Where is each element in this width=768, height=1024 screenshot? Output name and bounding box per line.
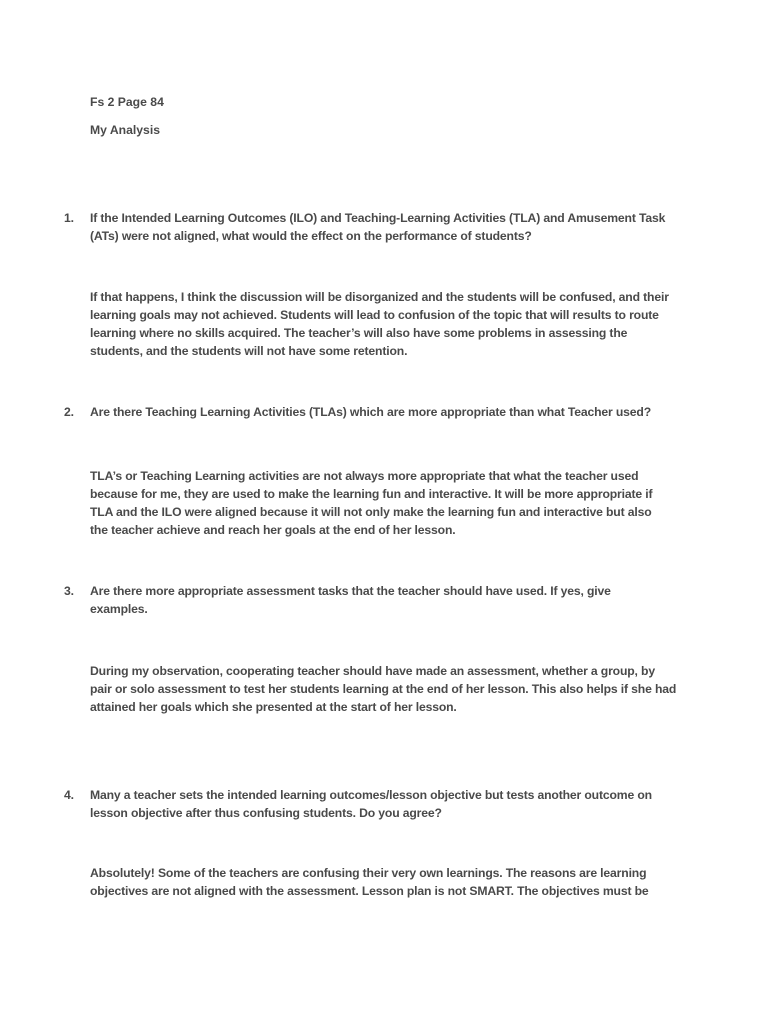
question-number: 1. [64, 211, 74, 225]
question-2 [64, 403, 684, 421]
question-number: 2. [64, 405, 74, 419]
question-text: Are there more appropriate assessment tasks that the teacher should have used. If yes, give examples. [90, 584, 611, 616]
question-3 [64, 582, 684, 618]
question-number: 3. [64, 584, 74, 598]
question-text: Many a teacher sets the intended learning outcomes/lesson objective but tests another outcome on lesson objective after thus confusing students. Do you agree? [90, 788, 652, 820]
question-text: Are there Teaching Learning Activities (TLAs) which are more appropriate than what Teacher used? [90, 405, 652, 419]
answer-4: Absolutely! Some of the teachers are confusing their very own learnings. The reasons are learning objectives are not aligned with the assessment. Lesson plan is not SMART. The objectives must be [90, 866, 649, 898]
answer-2: TLA’s or Teaching Learning activities are not always more appropriate that what the teacher used because for me, they are used to make the learning fun and interactive. It will be more appropriate if TLA and the ILO were aligned because it will not only make the learning fun and interactive but also the teacher achieve and reach her goals at the end of her lesson. [90, 469, 653, 537]
question-number: 4. [64, 788, 74, 802]
answer-3: During my observation, cooperating teacher should have made an assessment, whether a group, by pair or solo assessment to test her students learning at the end of her lesson. This also helps if she had attained her goals which she presented at the start of her lesson. [90, 664, 677, 714]
page-reference: Fs 2 Page 84 [90, 95, 164, 109]
question-4 [64, 786, 684, 822]
answer-1: If that happens, I think the discussion will be disorganized and the students will be confused, and their learning goals may not achieved. Students will lead to confusion of the topic that will results to route learning where no skills acquired. The teacher’s will also have some problems in assessing the students, and the students will not have some retention. [90, 290, 669, 358]
page-title: My Analysis [90, 123, 160, 137]
question-text: If the Intended Learning Outcomes (ILO) and Teaching-Learning Activities (TLA) and Amusement Task (ATs) were not aligned, what would the effect on the performance of students? [90, 211, 666, 243]
question-1 [64, 209, 684, 245]
